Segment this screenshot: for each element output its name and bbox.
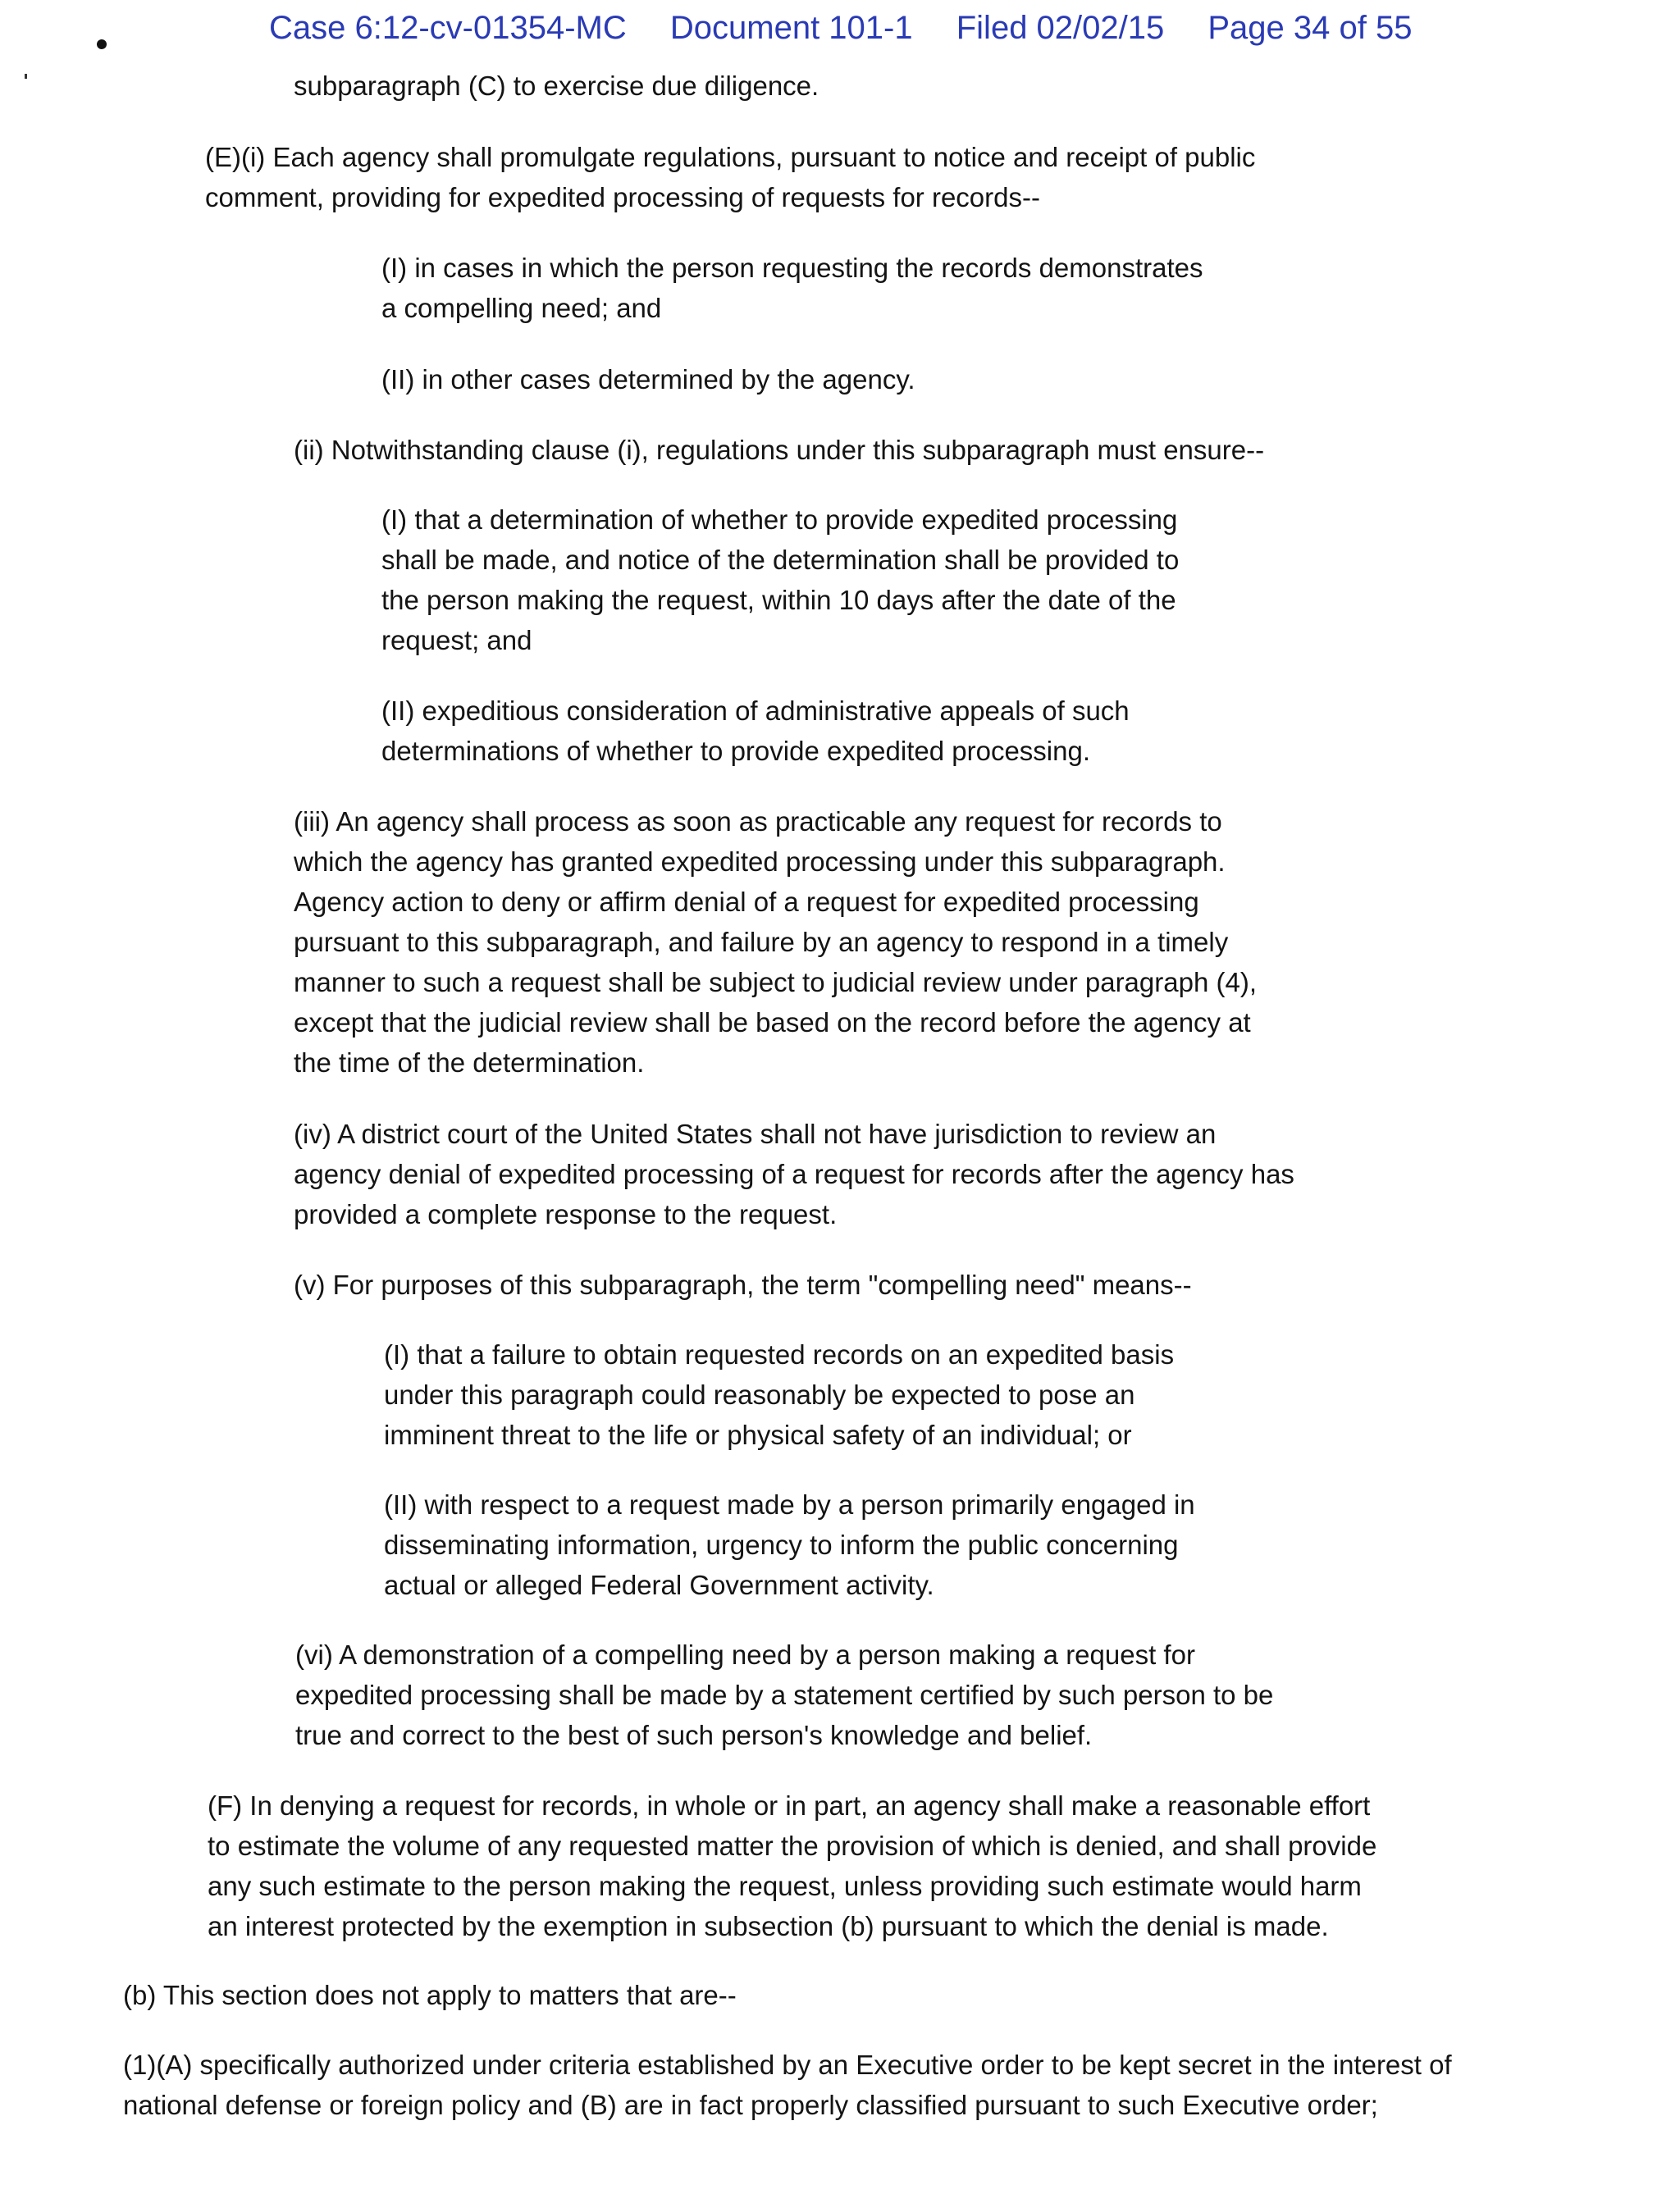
text-line: (II) expeditious consideration of administrative appeals of such [381,696,1130,726]
text-line: (I) that a failure to obtain requested records on an expedited basis [384,1339,1175,1370]
text-line: imminent threat to the life or physical safety of an individual; or [384,1420,1132,1450]
header-page-number: Page 34 of 55 [1208,10,1413,46]
text-line: disseminating information, urgency to inform the public concerning [384,1530,1179,1560]
text-line: manner to such a request shall be subject to judicial review under paragraph (4), [294,967,1257,997]
text-line: any such estimate to the person making the request, unless providing such estimate would harm [208,1871,1362,1901]
paragraph-e-v [294,1265,1192,1305]
text-line: expedited processing shall be made by a statement certified by such person to be [295,1680,1274,1710]
header-filed-date: Filed 02/02/15 [956,10,1165,46]
text-line: true and correct to the best of such person's knowledge and belief. [295,1720,1093,1750]
text-line: to estimate the volume of any requested matter the provision of which is denied, and shall provide [208,1831,1377,1861]
paragraph-c-continuation [294,66,819,106]
text-line: agency denial of expedited processing of a request for records after the agency has [294,1159,1294,1189]
paragraph-e-v-II [384,1485,1195,1605]
text-line: (b) This section does not apply to matters that are-- [123,1980,737,2010]
header-case-number: Case 6:12-cv-01354-MC [269,10,627,46]
text-line: (I) in cases in which the person requesting the records demonstrates [381,253,1203,283]
text-line: request; and [381,625,532,655]
paragraph-e-i-II [381,359,915,399]
text-line: (F) In denying a request for records, in whole or in part, an agency shall make a reasonable effort [208,1790,1371,1821]
paragraph-e-iii [294,801,1257,1083]
text-line: an interest protected by the exemption in subsection (b) pursuant to which the denial is made. [208,1911,1329,1941]
text-line: (II) with respect to a request made by a person primarily engaged in [384,1489,1195,1520]
paragraph-e-ii-I [381,499,1179,660]
text-line: (E)(i) Each agency shall promulgate regulations, pursuant to notice and receipt of public [205,142,1256,172]
text-line: comment, providing for expedited processing of requests for records-- [205,182,1040,212]
text-line: a compelling need; and [381,293,662,323]
text-line: (1)(A) specifically authorized under criteria established by an Executive order to be kept secret in the interest of [123,2050,1452,2080]
header-document-number: Document 101-1 [669,10,913,46]
text-line: subparagraph (C) to exercise due diligence. [294,71,819,101]
case-header [269,10,1446,47]
text-line: determinations of whether to provide expedited processing. [381,736,1091,766]
paragraph-e-i-I [381,248,1203,328]
paragraph-e-i [205,137,1255,217]
text-line: (iii) An agency shall process as soon as practicable any request for records to [294,806,1222,837]
text-line: under this paragraph could reasonably be expected to pose an [384,1380,1135,1410]
text-line: actual or alleged Federal Government activity. [384,1570,934,1600]
text-line: (vi) A demonstration of a compelling need by a person making a request for [295,1640,1195,1670]
text-line: (II) in other cases determined by the agency. [381,364,915,395]
text-line: (iv) A district court of the United States shall not have jurisdiction to review an [294,1119,1217,1149]
text-line: provided a complete response to the request. [294,1199,838,1229]
scan-mark-tick [25,74,27,79]
paragraph-e-iv [294,1114,1294,1234]
text-line: pursuant to this subparagraph, and failure by an agency to respond in a timely [294,927,1229,957]
paragraph-e-v-I [384,1334,1174,1455]
text-line: the time of the determination. [294,1047,645,1078]
paragraph-e-ii [294,430,1264,470]
text-line: (v) For purposes of this subparagraph, the term "compelling need" means-- [294,1270,1192,1300]
paragraph-f [208,1786,1376,1946]
text-line: (I) that a determination of whether to provide expedited processing [381,504,1178,535]
paragraph-e-ii-II [381,691,1130,771]
text-line: the person making the request, within 10 days after the date of the [381,585,1176,615]
text-line: national defense or foreign policy and (B) are in fact properly classified pursuant to such Executive order; [123,2090,1378,2120]
text-line: shall be made, and notice of the determination shall be provided to [381,545,1180,575]
text-line: except that the judicial review shall be based on the record before the agency at [294,1007,1251,1038]
text-line: which the agency has granted expedited processing under this subparagraph. [294,846,1226,877]
paragraph-b [123,1975,737,2015]
paragraph-e-vi [295,1635,1273,1755]
text-line: Agency action to deny or affirm denial of a request for expedited processing [294,887,1199,917]
scan-mark-dot [97,39,107,49]
paragraph-b-1 [123,2045,1452,2125]
text-line: (ii) Notwithstanding clause (i), regulations under this subparagraph must ensure-- [294,435,1265,465]
